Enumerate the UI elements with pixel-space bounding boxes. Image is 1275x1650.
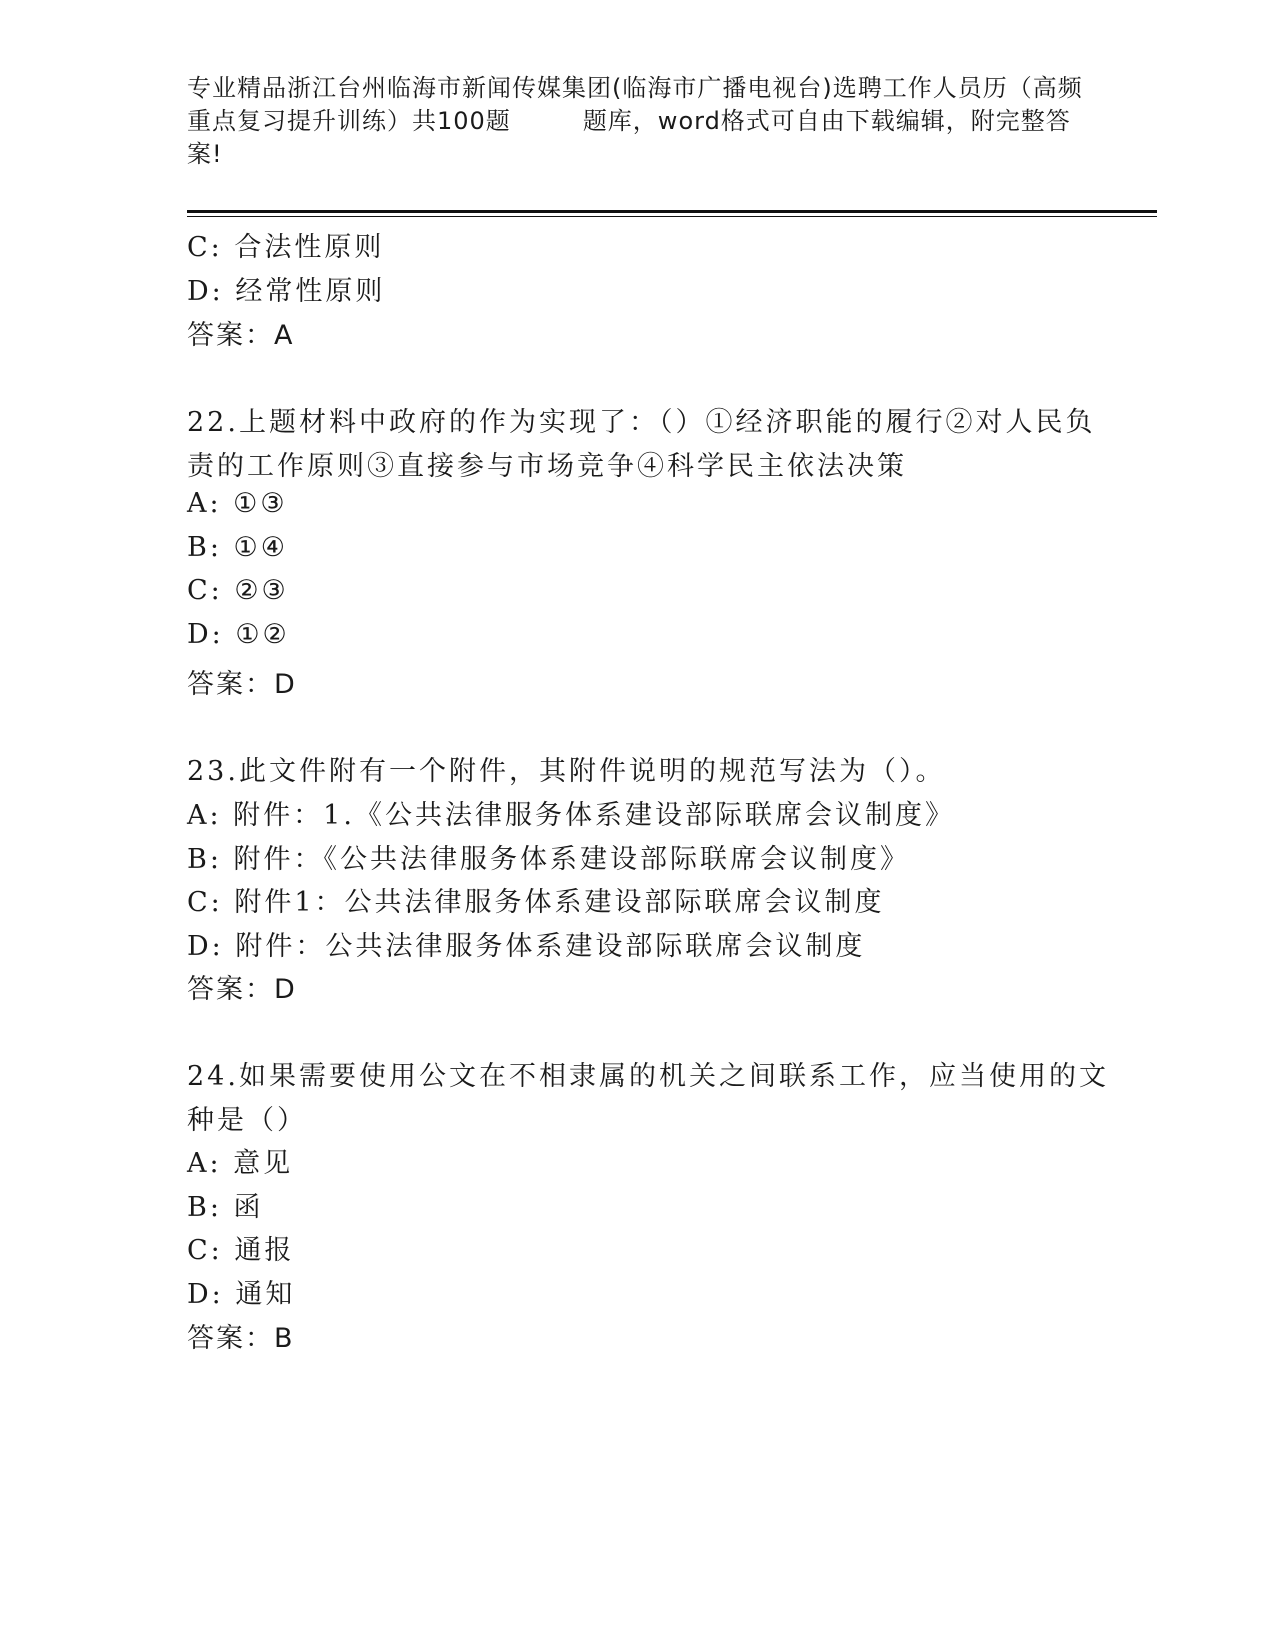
- header-line-2: [187, 105, 1087, 138]
- q22-option-b: B: ①④: [187, 532, 288, 563]
- q22-option-a: A: ①③: [187, 488, 288, 519]
- q23-option-a: A: 附件：1.《公共法律服务体系建设部际联席会议制度》: [187, 800, 955, 831]
- header-line-3: 案!: [187, 140, 223, 168]
- q23-question: 23.此文件附有一个附件，其附件说明的规范写法为（）。: [187, 756, 946, 787]
- q23-answer: 答案：D: [187, 974, 297, 1005]
- q24-answer: 答案：B: [187, 1323, 295, 1354]
- q23-option-d: D: 附件：公共法律服务体系建设部际联席会议制度: [187, 931, 866, 962]
- header-line-2-part-2: 题库，word格式可自由下载编辑，附完整答: [582, 107, 1071, 135]
- q24-option-a: A: 意见: [187, 1148, 294, 1179]
- q22-answer: 答案：D: [187, 669, 297, 700]
- q22-question-line-2: 责的工作原则③直接参与市场竞争④科学民主依法决策: [187, 451, 907, 482]
- header-divider-thick: [187, 210, 1157, 213]
- header-line-1: 专业精品浙江台州临海市新闻传媒集团(临海市广播电视台)选聘工作人员历（高频: [187, 74, 1083, 102]
- q24-option-c: C: 通报: [187, 1235, 295, 1266]
- q23-option-c: C: 附件1：公共法律服务体系建设部际联席会议制度: [187, 887, 885, 918]
- q24-option-b: B: 函: [187, 1192, 264, 1223]
- q24-question-line-2: 种是（）: [187, 1105, 307, 1136]
- q22-option-c: C: ②③: [187, 575, 289, 606]
- q24-option-d: D: 通知: [187, 1279, 296, 1310]
- header-divider-thin: [187, 216, 1157, 217]
- q22-option-d: D: ①②: [187, 619, 290, 650]
- header-line-2-part-1: 重点复习提升训练）共100题: [187, 107, 511, 135]
- q24-question-line-1: 24.如果需要使用公文在不相隶属的机关之间联系工作，应当使用的文: [187, 1061, 1109, 1092]
- q21-option-c: C: 合法性原则: [187, 232, 385, 263]
- document-header: [187, 72, 1087, 171]
- q22-question-line-1: 22.上题材料中政府的作为实现了：（）①经济职能的履行②对人民负: [187, 407, 1096, 438]
- q21-answer: 答案：A: [187, 320, 295, 351]
- q23-option-b: B: 附件：《公共法律服务体系建设部际联席会议制度》: [187, 844, 911, 875]
- q21-option-d: D: 经常性原则: [187, 276, 386, 307]
